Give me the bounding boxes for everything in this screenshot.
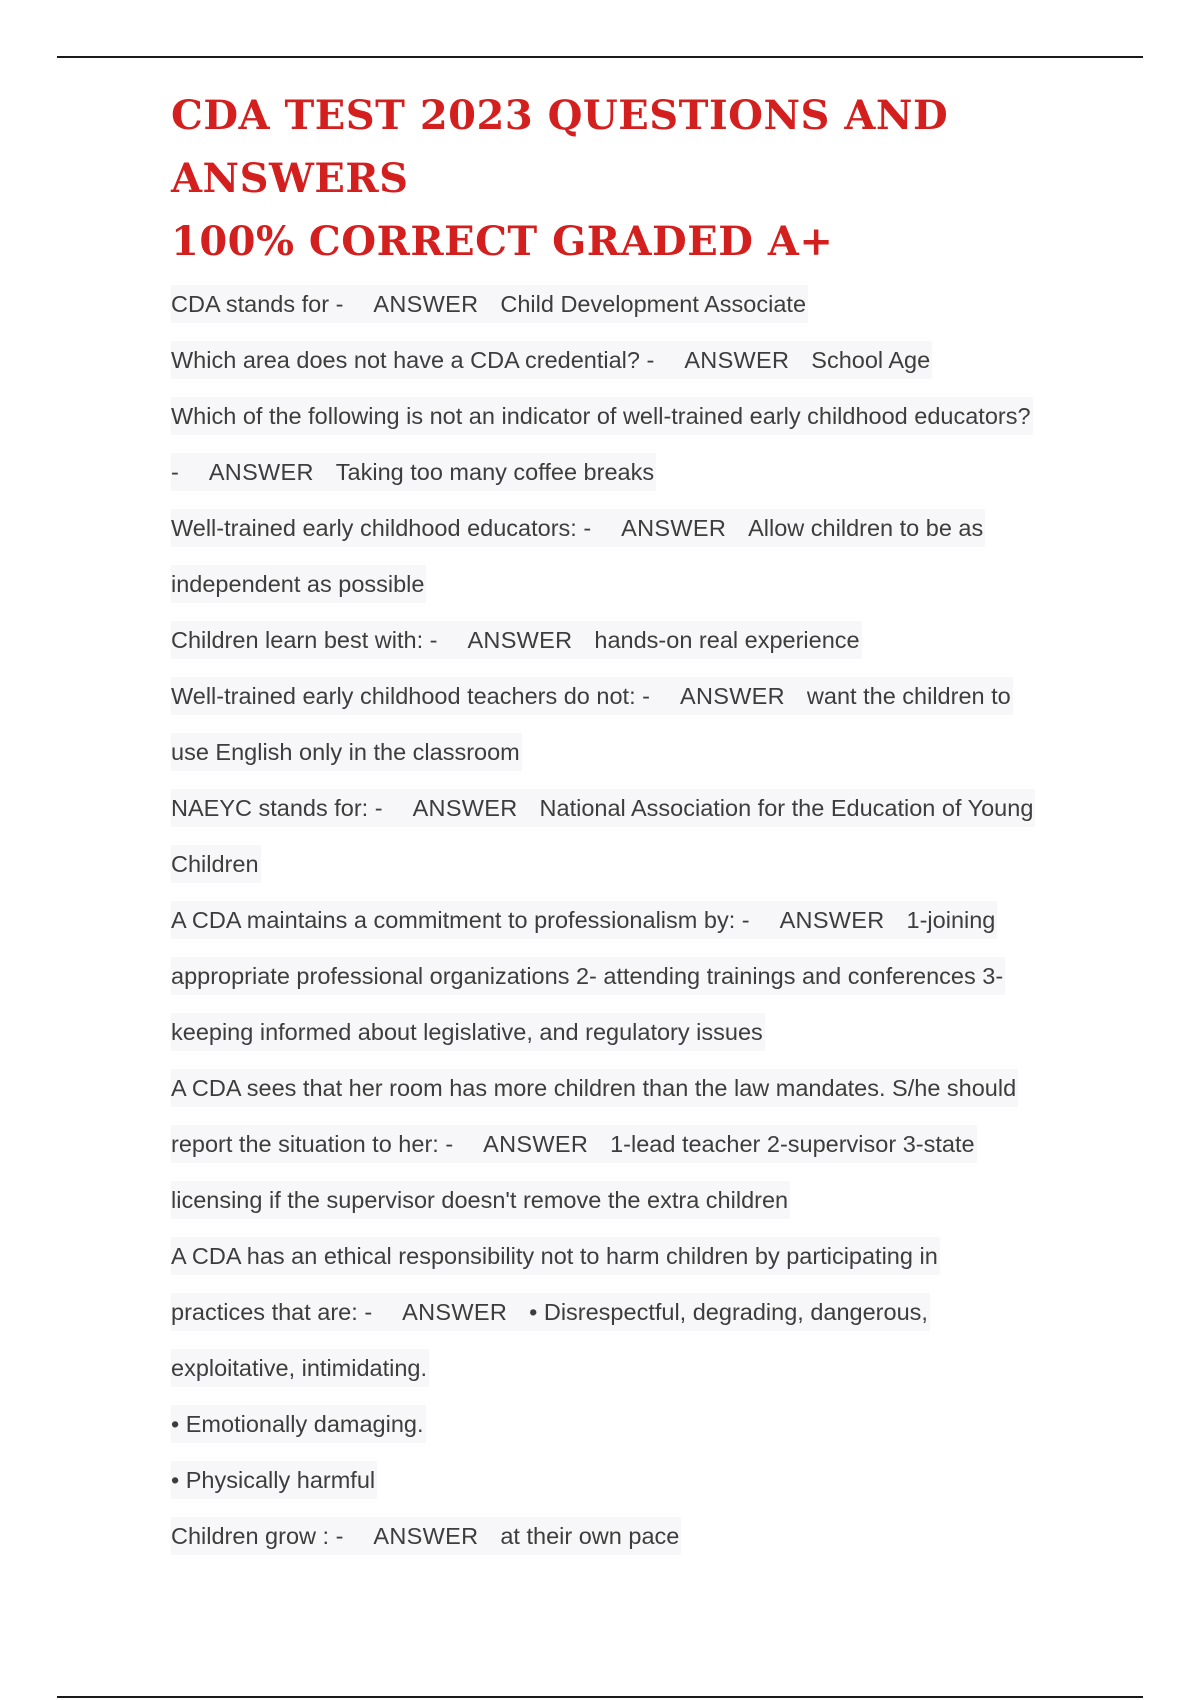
- qa-line: [171, 1005, 1071, 1061]
- qa-line: [171, 557, 1071, 613]
- question-text: A CDA sees that her room has more children than the law mandates. S/he should: [171, 1075, 1017, 1101]
- answer-marker: ANSWER: [373, 1523, 479, 1549]
- question-text: Which area does not have a CDA credential? -: [171, 347, 655, 373]
- qa-line: [171, 613, 1071, 669]
- qa-line: [171, 333, 1071, 389]
- qa-line-text: [171, 1013, 765, 1051]
- answer-marker: ANSWER: [373, 291, 479, 317]
- qa-line: [171, 1341, 1071, 1397]
- qa-line-text: [171, 1237, 940, 1275]
- qa-line-text: [171, 733, 522, 771]
- question-text: Well-trained early childhood educators: -: [171, 515, 592, 541]
- qa-line-text: [171, 1461, 377, 1499]
- qa-line-text: [171, 1181, 790, 1219]
- qa-line: [171, 1061, 1071, 1117]
- qa-line: [171, 669, 1071, 725]
- question-text: A CDA has an ethical responsibility not to harm children by participating in: [171, 1243, 938, 1269]
- qa-line-text: [171, 957, 1005, 995]
- document-title: [171, 84, 1071, 273]
- qa-line-text: [171, 453, 656, 491]
- qa-line: [171, 1509, 1071, 1565]
- question-text: licensing if the supervisor doesn't remove the extra children: [171, 1187, 789, 1213]
- qa-line-text: [171, 1517, 681, 1555]
- answer-text: School Age: [811, 347, 931, 373]
- answer-marker: ANSWER: [467, 627, 573, 653]
- question-text: appropriate professional organizations 2- attending trainings and conferences 3-: [171, 963, 1004, 989]
- qa-line-text: [171, 789, 1035, 827]
- qa-line: [171, 501, 1071, 557]
- answer-text: Allow children to be as: [748, 515, 984, 541]
- question-text: use English only in the classroom: [171, 739, 520, 765]
- answer-text: • Disrespectful, degrading, dangerous,: [529, 1299, 928, 1325]
- title-line-2: 100% CORRECT GRADED A+: [171, 218, 834, 265]
- answer-marker: ANSWER: [208, 459, 314, 485]
- question-text: independent as possible: [171, 571, 425, 597]
- qa-line-text: [171, 285, 808, 323]
- document-page: [171, 84, 1071, 1565]
- answer-marker: ANSWER: [402, 1299, 508, 1325]
- question-text: Children: [171, 851, 259, 877]
- bottom-rule: [57, 1696, 1143, 1698]
- answer-text: Taking too many coffee breaks: [335, 459, 655, 485]
- qa-line: [171, 389, 1071, 445]
- answer-text: at their own pace: [500, 1523, 680, 1549]
- question-text: Children learn best with: -: [171, 627, 438, 653]
- answer-text: 1-joining: [906, 907, 996, 933]
- answer-marker: ANSWER: [684, 347, 790, 373]
- answer-text: hands-on real experience: [594, 627, 860, 653]
- question-text: Children grow : -: [171, 1523, 344, 1549]
- qa-line: [171, 1285, 1071, 1341]
- answer-marker: ANSWER: [621, 515, 727, 541]
- qa-line-text: [171, 565, 426, 603]
- question-text: Which of the following is not an indicator of well-trained early childhood educators?: [171, 403, 1031, 429]
- title-line-1: CDA TEST 2023 QUESTIONS AND ANSWERS: [171, 92, 949, 202]
- qa-line-text: [171, 677, 1013, 715]
- question-text: keeping informed about legislative, and regulatory issues: [171, 1019, 763, 1045]
- question-text: • Emotionally damaging.: [171, 1411, 424, 1437]
- qa-line-text: [171, 845, 261, 883]
- qa-line-text: [171, 1349, 429, 1387]
- answer-text: Child Development Associate: [500, 291, 807, 317]
- qa-line: [171, 1453, 1071, 1509]
- answer-marker: ANSWER: [679, 683, 785, 709]
- qa-line-text: [171, 341, 932, 379]
- top-rule: [57, 56, 1143, 58]
- qa-line-text: [171, 901, 997, 939]
- qa-line-text: [171, 621, 862, 659]
- qa-line: [171, 1173, 1071, 1229]
- qa-line: [171, 837, 1071, 893]
- qa-line: [171, 1229, 1071, 1285]
- answer-text: 1-lead teacher 2-supervisor 3-state: [610, 1131, 975, 1157]
- question-text: exploitative, intimidating.: [171, 1355, 428, 1381]
- question-text: -: [171, 459, 179, 485]
- qa-line: [171, 893, 1071, 949]
- qa-line: [171, 445, 1071, 501]
- qa-list: [171, 277, 1071, 1565]
- qa-line: [171, 725, 1071, 781]
- question-text: CDA stands for -: [171, 291, 344, 317]
- answer-text: want the children to: [806, 683, 1011, 709]
- answer-marker: ANSWER: [483, 1131, 589, 1157]
- qa-line: [171, 1117, 1071, 1173]
- question-text: A CDA maintains a commitment to professionalism by: -: [171, 907, 750, 933]
- qa-line-text: [171, 1125, 977, 1163]
- question-text: Well-trained early childhood teachers do not: -: [171, 683, 650, 709]
- qa-line-text: [171, 397, 1033, 435]
- answer-marker: ANSWER: [412, 795, 518, 821]
- question-text: report the situation to her: -: [171, 1131, 454, 1157]
- qa-line: [171, 277, 1071, 333]
- answer-text: National Association for the Education of Young: [539, 795, 1034, 821]
- qa-line: [171, 1397, 1071, 1453]
- qa-line: [171, 781, 1071, 837]
- qa-line-text: [171, 1069, 1018, 1107]
- question-text: practices that are: -: [171, 1299, 373, 1325]
- qa-line-text: [171, 1293, 930, 1331]
- answer-marker: ANSWER: [779, 907, 885, 933]
- qa-line-text: [171, 509, 985, 547]
- qa-line: [171, 949, 1071, 1005]
- question-text: • Physically harmful: [171, 1467, 376, 1493]
- question-text: NAEYC stands for: -: [171, 795, 383, 821]
- qa-line-text: [171, 1405, 426, 1443]
